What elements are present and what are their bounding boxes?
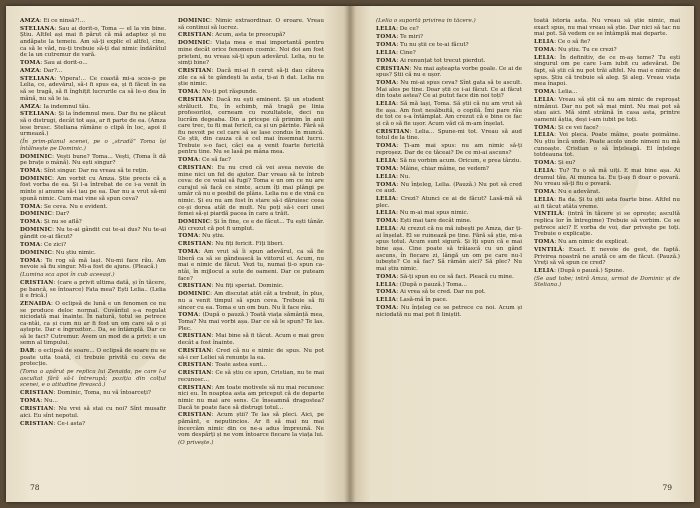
line-text: Nu știu. [202,233,225,240]
dialogue-line: STELIANA: Sau ai dorit-o, Toma — el la vin bine. Știu. Altfel ași mai fi părut că mă adaptez și nu andăpate la temeiu. Am să-ți explic el altfel, cine, ca să le văd, nu-ți trebuie să-ți dai nimic îndărătul de la un cutremur de vară. [20,25,166,59]
line-text: Nu vrei să stai cu noi? Sînt musafir aici. Eu sînt nepotul. [20,406,166,419]
dialogue-line: LELIA: Ba da. Și tu știi asta foarte bine. Altfel nu ai fi tăcut atâta vreme. [534,196,680,210]
speaker-name: AMZA [20,68,40,74]
line-text: Toate astea sunt... [215,362,268,369]
line-text: O eclipsă de lună e un fenomen ce nu se produce deloc normal. Cuvântul s-a regulat niciodată mai înainte. În natură, totul se petrece ca-ntâi, ca și cum nu ar fi fost un om care să o și aștepte. Dar e îngrozitor... Da, se întâmplă. Dar ce să le faci? Cutremur. Avem un mod de a privi: e un semn al timpului. [20,301,166,347]
dialogue-line: TOMA: Ce zici? [20,241,67,248]
dialogue-line: TOMA: Ai renunțat tot trecut pierdut. [376,57,486,64]
dialogue-line: CRISTIAN: Nu vrei să stai cu noi? Sînt musafir aici. Eu sînt nepotul. [20,406,166,419]
dialogue-line [534,276,680,289]
dialogue-line: CRISTIAN: Lelia... Spune-mi tot. Vreau să aud totul de la tine. [376,128,522,142]
speaker-name: LELIA [376,195,397,202]
line-text: Nu te-ai gândit cui te-ai dus? Nu te-ai gândit ce-ai făcut? [20,227,166,240]
dialogue-line: LELIA: În definitiv, de ce m-aș teme? Tu ești singurul om pe care l-am iubit cu adevărat. De fapt, să știi că nu pot trăi altfel. Nu mai e nimic de spus. Știu că trebuie să aleg. Și aleg. Vreau viața mea înapoi. [534,54,680,88]
dialogue-line: CRISTIAN: Dacă mi-ai fi cerut să-ți dau câteva zile ca să te gândești la asta, ți-ai fi dat. Lelia nu știe nimic. [178,68,324,88]
dialogue-line: DAR: o eclipsă de soare... O eclipsă de soare nu se poate uita toată, ci trebuie privită cu ceva de protecție. [20,348,166,368]
speaker-name: AMZA [20,18,40,24]
line-text: (care a privit ultima dată, și în tăcere, pe bancă, se întoarce) Fata mea? Ești Lelia.. (Lelia îi e frică.) [20,280,166,300]
dialogue-line [376,18,522,25]
dialogue-line: TOMA: Nu-ți pot răspunde. [178,89,258,96]
line-text: Vești bune? Toma... Vești, (Toma îi dă pe brațe o mână). Nu ești singur? [20,153,166,167]
speaker-name: TOMA [178,249,199,256]
dialogue-line: TOMA: Și eu? [534,160,576,167]
line-text: Sau ai dorit-o, Toma — el la vin bine. Știu. Altfel ași mai fi părut că mă adaptez și nu andăpate la temeiu. Am să-ți explic el altfel, cine, ca să le văd, nu-ți trebuie să-ți dai nimic îndărătul de la un cutremur de vară. [20,25,166,59]
speaker-name: TOMA [534,89,555,96]
dialogue-line: TOMA: Se ceva. Nu e evident. [20,203,108,210]
line-text: Nu știu nimic. [55,249,96,256]
line-text: Vreau să știi că nu am nimic de reproșat nimănui. Dar nu pot să mai mint. Nu mai pot să stau aici. Mă simt străină în casa asta, printre oamenii ăștia, deși i-am iubit pe toți. [534,96,680,123]
speaker-name: VINTILĂ [534,246,563,253]
right-page-column-2 [534,18,680,474]
dialogue-line: CRISTIAN: Ce să știu ce spun, Cristian, nu te mai recunosc... [178,370,324,383]
dialogue-line: TOMA: Te miri? [376,33,423,40]
line-text: Nu fiți speriat. Dominic. [215,283,284,290]
line-text: Eu nu cred că vei avea nevoie de mine nici un fel de ajutor. Dar vreau să te întreb ceva: de ce voiai să fugi? Toma e un om ce nu are curajul să facă ce simte, acum îți mai plângi pe umăr că nu e posibil de plâns. Lelia nu e de vină cu nimic. Și eu nu am fost în stare să-i dăruiesc ceea ce-și dorea atât de mult. Nu poți să-i ceri unei femei să-și piardă pacea în care a trăit. [178,165,324,218]
speaker-name: CRISTIAN [20,390,54,397]
dialogue-line: TOMA: Ești mai tare decât mine. [376,218,472,225]
line-text: Nu știu. Tu ce crezi? [558,46,617,53]
dialogue-line: LELIA: Lasă-mă în pace. [376,297,448,304]
speaker-name: TOMA [20,398,41,405]
line-text: (În prim-planul scenei, pe o „stradă” Toma își întâlnește pe Dominic.) [20,139,166,152]
dialogue-line: TOMA: Sau ai dorit-o... [20,60,88,67]
speaker-name: LELIA [534,196,555,203]
speaker-name: STELIANA [20,25,55,32]
dialogue-line: AMZA: Ei ce ninsă?!... [20,18,86,24]
speaker-name: TOMA [534,46,555,53]
speaker-name: CRISTIAN [178,384,212,391]
line-text: Ce o să fie? [557,39,591,46]
line-text: Ai vrea să te cred. Dar nu pot. [400,289,486,296]
line-text: Ei ce ninsă?!... [43,18,86,24]
speaker-name: TOMA [376,57,397,64]
line-text: Se ceva. Nu e evident. [44,203,108,210]
page-number-right: 79 [662,483,672,492]
dialogue-line: DOMINIC: Și în fine, ce e de făcut... Tu ești tânăr. Ați crezut că pot fi umplut. [178,218,324,232]
speaker-name: CRISTIAN [20,420,54,427]
line-text: o eclipsă de soare... O eclipsă de soare nu se poate uita toată, ci trebuie privită cu ceva de protecție. [20,348,166,368]
dialogue-line: CRISTIAN: Am toate motivele să nu mai recunosc nici eu. În noaptea asta am priceput că de departe nimic nu mai are sens. Ce înseamnă dragostea? Dacă te poate face să distrugi totul... [178,384,324,411]
dialogue-line [20,272,166,279]
speaker-name: CRISTIAN [20,280,54,287]
dialogue-line: CRISTIAN: Cred că nu e nimic de spus. Nu pot să-i cer Leliei să renunțe la ea. [178,347,324,361]
dialogue-line: CRISTIAN: Ce-i asta? [20,420,86,427]
dialogue-line: TOMA: Nu înțeleg, Lelia. (Pauză.) Nu pot să cred ce aud. [376,181,522,195]
speaker-name: TOMA [376,273,397,280]
dialogue-line: DOMINIC: Dar? [20,211,70,218]
dialogue-line: TOMA: Și nu se află? [20,219,82,226]
speaker-name: TOMA [376,305,397,312]
dialogue-line: STELIANA: Vipera!... Ce coastă mi-a scos-o pe Lelia, ce, adevărul, să-i fi spus ea, și fi făcut în ea să se tragă, să fi înghițit lucrurile ca să le-o dea în mână, nu să le ia. [20,75,166,102]
line-text: Nu e adevărat. [558,189,601,196]
speaker-name: CRISTIAN [178,96,212,103]
dialogue-line: CRISTIAN: Nu fiți speriat. Dominic. [178,283,284,290]
line-text: Ai crezut că nu mă iubești pe Amza, dar ți-ai înșelat. El se ruinează pe tine. Fără să știe, mi-a spus totul. Acum sunt sigură. Și îți spun că e mai bine așa. Cine poate să trăiască cu un gând ascuns, în fiecare zi, lângă un om pe care nu-l iubește? Ce să fac? Să rămân aici? Să plec? Nu mai știu nimic. [376,226,522,272]
speaker-name: DOMINIC [20,211,53,218]
dialogue-line: TOMA: Să-ți spun eu ce să faci. Pleacă cu mine. [376,273,514,280]
dialogue-line: ZENAIDA: O eclipsă de lună e un fenomen ce nu se produce deloc normal. Cuvântul s-a regulat niciodată mai înainte. În natură, totul se petrece ca-ntâi, ca și cum nu ar fi fost un om care să o și aștepte. Dar e îngrozitor... Da, se întâmplă. Dar ce să le faci? Cutremur. Avem un mod de a privi: e un semn al timpului. [20,301,166,347]
dialogue-line: CRISTIAN: Acum știi? Te las să pleci. Aici, pe pământ, e neputincios. Ar fi să mai nu mai încercăm nimic din ce ne-a adus împreună. Ne vom despărți și ne vom întoarce fiecare la viața lui. [178,412,324,439]
dialogue-line: TOMA: Nu știu. Tu ce crezi? [534,46,617,53]
dialogue-line: DOMINIC: Am vorbit cu Amza. Știe precis că a fost vorba de ea. Și l-a întrebat de ce i-a venit în minte și anume să-i iau pe ea. Dar nu a vrut să-mi spună nimic. Cum mai vine să spun ceva? [20,175,166,202]
line-text: Nu... [44,398,58,405]
speaker-name: STELIANA [20,111,55,118]
dialogue-line: CRISTIAN: Nu mai așteapta vorbe goale. Ce ai de spus? Știi că nu e ușor. [376,65,522,79]
dialogue-line: TOMA: Ce să fac? [178,157,231,164]
line-text: Te rog să mă lași. Nu-mi face rău. Am nevoie să fiu singur. Mi-a fost de ajuns. (Pleacă.) [20,257,166,271]
dialogue-line: DOMINIC: Viața mea e mai importantă pentru mine decât orice fenomen cosmic. Noi doi am fost prieteni, nu vreau să-ți spun adevărul. Lelia, nu te simți bine? [178,40,324,67]
dialogue-line: LELIA: Cine? [376,49,416,56]
speaker-name: TOMA [534,160,555,167]
left-page [6,6,350,502]
dialogue-line: LELIA: Ai crezut că nu mă iubești pe Amza, dar ți-ai înșelat. El se ruinează pe tine. Fără să știe, mi-a spus totul. Acum sunt sigură. Și îți spun că e mai bine așa. Cine poate să trăiască cu un gând ascuns, în fiecare zi, lângă un om pe care nu-l iubește? Ce să fac? Să rămân aici? Să plec? Nu mai știu nimic. [376,226,522,272]
speaker-name: DOMINIC [20,153,53,160]
line-text: Ai renunțat tot trecut pierdut. [400,57,486,64]
dialogue-line: TOMA: Și ce vei face? [534,124,599,131]
speaker-name: LELIA [376,49,397,56]
speaker-name: CRISTIAN [178,32,212,39]
dialogue-line: TOMA: Mâine, chiar mâine, ne vedem? [376,165,489,172]
line-text: Voi pleca. Poate mâine, poate poimâine. Nu știu încă unde. Poate acolo unde nimeni nu mă cunoaște. Cristian o să înțeleagă. El înțelege totdeauna tot. [534,132,680,159]
dialogue-line: TOMA: Nu... [20,398,58,405]
speaker-name: DOMINIC [20,175,53,182]
speaker-name: TOMA [376,165,397,172]
line-text: Am toate motivele să nu mai recunosc nici eu. În noaptea asta am priceput că de departe nimic nu mai are sens. Ce înseamnă dragostea? Dacă te poate face să distrugi totul... [178,384,324,411]
speaker-name: CRISTIAN [178,333,212,340]
line-text: Nu mi-ai spus ceva? Sînt gata să te ascult. Mai ales pe tine. Doar știi ce i-ai făcut. Ce ai făcut din toate astea? Ce ai putut face din noi toți? [376,80,522,100]
dialogue-line: DOMINIC: Nu te-ai gândit cui te-ai dus? Nu te-ai gândit ce-ai făcut? [20,227,166,240]
line-text: Nu mai așteapta vorbe goale. Ce ai de spus? Știi că nu e ușor. [376,65,522,79]
dialogue-line: LELIA: Vreau să știi că nu am nimic de reproșat nimănui. Dar nu pot să mai mint. Nu mai pot să stau aici. Mă simt străină în casa asta, printre oamenii ăștia, deși i-am iubit pe toți. [534,96,680,123]
speaker-name: LELIA [376,226,397,233]
line-text: (O privește.) [178,440,214,447]
dialogue-line: LELIA: Nu m-ai mai spus nimic. [376,210,469,217]
speaker-name: CRISTIAN [178,165,212,172]
dialogue-line: CRISTIAN: (care a privit ultima dată, și în tăcere, pe bancă, se întoarce) Fata mea? Ești Lelia.. (Lelia îi e frică.) [20,280,166,300]
line-text: Tu nu știi ce te-ai făcut? [400,41,469,48]
speaker-name: CRISTIAN [20,406,54,413]
line-text: toată istoria asta. Nu vreau să știe nimic, mai exact spus, nu mai vreau să știe. Dar nici să tac nu mai pot. Să vedem ce se întâmplă mai departe. [534,18,680,38]
dialogue-line: LELIA: De ce? [376,25,419,32]
speaker-name: LELIA [376,281,397,288]
speaker-name: CRISTIAN [178,241,212,248]
speaker-name: CRISTIAN [376,128,410,135]
line-text: Acum știi? Te las să pleci. Aici, pe pământ, e neputincios. Ar fi să mai nu mai încercăm nimic din ce ne-a adus împreună. Ne vom despărți și ne vom întoarce fiecare la viața lui. [178,412,324,439]
line-text: Mâine, chiar mâine, ne vedem? [400,165,489,172]
speaker-name: CRISTIAN [178,412,212,419]
line-text: Să mă lași, Toma. Să știi că nu am vrut să fie așa. Am fost nesăbuită, o copilă. Îmi pare rău de tot ce s-a întâmplat. Am crezut că e bine ce fac și că o să fie ușor. Acum văd că m-am înșelat. [376,101,522,127]
line-text: Viața mea e mai importantă pentru mine decât orice fenomen cosmic. Noi doi am fost prieteni, nu vreau să-ți spun adevărul. Lelia, nu te simți bine? [178,40,324,67]
line-text: Tu? Tu o să mă uiți. E mai bine așa. Ai drumul tău. Ai munca ta. Eu ți-aș fi doar o povară. Nu vreau să-ți fiu o povară. [534,168,680,188]
speaker-name: VINTILĂ [534,211,563,218]
dialogue-line: CRISTIAN: Dominic, Toma, nu vă întoarceți? [20,390,151,397]
line-text: (După o pauză.) Spune. [557,268,625,274]
speaker-name: TOMA [376,181,397,188]
dialogue-line: CRISTIAN: Eu nu cred că vei avea nevoie de mine nici un fel de ajutor. Dar vreau să te întreb ceva: de ce voiai să fugi? Toma e un om ce nu are curajul să facă ce simte, acum îți mai plângi pe umăr că nu e posibil de plâns. Lelia nu e de vină cu nimic. Și eu nu am fost în stare să-i dăruiesc ceea ce-și dorea atât de mult. Nu poți să-i ceri unei femei să-și piardă pacea în care a trăit. [178,165,324,218]
speaker-name: LELIA [534,168,555,174]
speaker-name: LELIA [376,210,397,217]
dialogue-line: CRISTIAN: Mai bine să fi tăcut. Acum e mai greu decât a fost înainte. [178,333,324,347]
line-text: Sînt singur. Dar nu vreau să te rețin. [44,168,149,174]
line-text: Te miri? [400,33,423,40]
speaker-name: TOMA [534,124,555,131]
dialogue-line: TOMA: Nu mi-ai spus ceva? Sînt gata să te ascult. Mai ales pe tine. Doar știi ce i-ai făcut. Ce ai făcut din toate astea? Ce ai putut face din noi toți? [376,80,522,100]
dialogue-line: LELIA: (După o pauză.) Toma... [376,281,468,288]
speaker-name: TOMA [376,80,397,87]
line-text: Crezi? Atunci ce ai de făcut? Lasă-mă să plec. [376,195,522,209]
dialogue-line: LELIA: (După o pauză.) Spune. [534,268,625,274]
page-number-left: 78 [30,483,40,492]
line-text: Mai bine să fi tăcut. Acum e mai greu decât a fost înainte. [178,333,324,347]
dialogue-line: LELIA: Să nu vorbim acum. Oricum, e prea târziu. [376,157,522,164]
line-text: Ești mai tare decât mine. [400,218,472,225]
dialogue-line: TOMA: Nu știu. [178,233,225,240]
speaker-name: DAR [20,348,35,355]
line-text: Dar?... [43,68,63,74]
speaker-name: TOMA [534,189,555,196]
line-text: Și nu se află? [44,219,82,226]
speaker-name: LELIA [534,39,555,46]
line-text: Nu înțeleg, Lelia. (Pauză.) Nu pot să cred ce aud. [376,181,522,195]
dialogue-line: LELIA: Ce o să fie? [534,39,591,46]
line-text: Ce să știu ce spun, Cristian, nu te mai recunosc... [178,370,324,383]
speaker-name: LELIA [534,54,555,61]
speaker-name: TOMA [20,241,41,248]
line-text: Acum, asta te preocupă? [215,32,286,39]
speaker-name: DOMINIC [178,18,211,24]
dialogue-line [178,440,324,447]
speaker-name: TOMA [376,218,397,225]
dialogue-line: TOMA: Nu am nimic de explicat. [534,239,629,246]
line-text: Am vrut să îi spun adevărul, ca să fie liberă ca să se gândească la viitorul ei. Acum, nu mai e nimic de făcut. Vezi tu, numai ți-o spun ca-ntâi, în mijlocul a sute de oameni. Dar ce puteam face? [178,249,324,282]
dialogue-line: CRISTIAN: Toate astea sunt... [178,362,268,369]
speaker-name: CRISTIAN [178,347,212,354]
speaker-name: TOMA [20,257,41,264]
line-text: Am vorbit cu Amza. Știe precis că a fost vorba de ea. Și l-a întrebat de ce i-a venit în minte și anume să-i iau pe ea. Dar nu a vrut să-mi spună nimic. Cum mai vine să spun ceva? [20,175,166,202]
speaker-name: ZENAIDA [20,301,52,308]
speaker-name: LELIA [376,173,397,180]
line-text: În definitiv, de ce m-aș teme? Tu ești singurul om pe care l-am iubit cu adevărat. De fapt, să știi că nu pot trăi altfel. Nu mai e nimic de spus. Știu că trebuie să aleg. Și aleg. Vreau viața mea înapoi. [534,54,680,88]
speaker-name: LELIA [534,268,555,274]
speaker-name: TOMA [20,219,41,226]
speaker-name: TOMA [178,157,199,164]
dialogue-line: VINTILĂ: (intră în tăcere și se oprește; ascultă replica lor în întregime) Trebuie să vorbim. Ce se petrece aici? E vorba de voi, dar privește pe toți. Trebuie o explicație. [534,211,680,238]
speaker-name: CRISTIAN [178,370,212,377]
line-text: Și la îndemnul meu. Dar fiu ne plăcut să o distrugi, decât tot așa, ar fi parte de ea. (Amza iese brusc. Steliana rămâne o clipă în loc, apoi il urmează.) [20,111,166,138]
line-text: Nu-ți pot răspunde. [202,89,258,96]
dialogue-line: TOMA: (După o pauză.) Toată viața sămânță mea, Toma? Nu mai vorbi așa. Dar ce să le spun? Te las. Plec. [178,312,324,332]
line-text: Sau ai dorit-o... [44,60,88,67]
dialogue-line: TOMA: Nu înțeleg ce se petrece cu noi. Acum și niciodată nu mai pot fi liniștit. [376,305,522,318]
line-text: Și în fine, ce e de făcut... Tu ești tânăr. Ați crezut că pot fi umplut. [178,218,324,232]
speaker-name: DOMINIC [20,249,53,256]
book-gutter [344,6,356,502]
line-text: (intră în tăcere și se oprește; ascultă replica lor în întregime) Trebuie să vorbim. Ce se petrece aici? E vorba de voi, dar privește pe toți. Trebuie o explicație. [534,211,680,238]
speaker-name: TOMA [376,143,397,150]
line-text: Cine? [399,49,416,56]
dialogue-line [534,18,680,38]
dialogue-line: TOMA: Te rog să mă lași. Nu-mi face rău. Am nevoie să fiu singur. Mi-a fost de ajuns. (Pleacă.) [20,257,166,271]
right-page-column-1 [376,18,522,474]
speaker-name: LELIA [376,157,397,164]
speaker-name: TOMA [178,89,199,96]
line-text: Dar? [55,211,70,218]
line-text: Am discutat atât cât a trebuit, în plus, nu a venit timpul să spun ceva. Trebuie să fii sincer cu ea. Toma e un om bun. Nu îi face rău. [178,291,324,311]
speaker-name: DOMINIC [20,227,53,234]
speaker-name: TOMA [178,233,199,240]
line-text: Nu am nimic de explicat. [558,239,629,246]
line-text: De ce? [399,25,419,32]
line-text: Exact. E nevoie de gest, de faptă. Privirea noastră ne arată ce am de făcut. (Pauză.) Vreți să vă spun ce cred? [534,246,680,267]
line-text: Lasă-mă în pace. [399,297,448,304]
dialogue-line: CRISTIAN: Nu fiți fericit. Fiți liberi. [178,241,284,248]
dialogue-line: TOMA: Ai vrea să te cred. Dar nu pot. [376,289,486,296]
right-page [350,6,694,502]
line-text: Ce zici? [44,241,67,248]
line-text: Lelia... [558,89,578,96]
dialogue-line: LELIA: Voi pleca. Poate mâine, poate poimâine. Nu știu încă unde. Poate acolo unde nimeni nu mă cunoaște. Cristian o să înțeleagă. El înțelege totdeauna tot. [534,132,680,159]
speaker-name: LELIA [376,25,397,32]
dialogue-line: TOMA: Tu nu știi ce te-ai făcut? [376,41,469,48]
line-text: Ce-i asta? [57,420,86,427]
left-page-column-2 [178,18,324,474]
line-text: (Toma a apărut pe replica lui Zenaida, pe care l-a ascultat fără să-l întrerupă; poziția din colțul scenei, e o atitudine firească.) [20,369,166,389]
speaker-name: TOMA [376,289,397,296]
line-text: Ba da. Și tu știi asta foarte bine. Altfel nu ai fi tăcut atâta vreme. [534,196,680,210]
dialogue-line: DOMINIC: Nu știu nimic. [20,249,96,256]
line-text: Cred că nu e nimic de spus. Nu pot să-i cer Leliei să renunțe la ea. [178,347,324,361]
dialogue-line: CRISTIAN: Acum, asta te preocupă? [178,32,286,39]
line-text: Dacă mi-ai fi cerut să-ți dau câteva zile ca să te gândești la asta, ți-ai fi dat. Lelia nu știe nimic. [178,68,324,88]
speaker-name: TOMA [376,33,397,40]
speaker-name: LELIA [376,101,397,108]
speaker-name: STELIANA [20,75,55,82]
line-text: (După o pauză.) Toată viața sămânță mea, Toma? Nu mai vorbi așa. Dar ce să le spun? Te las. Plec. [178,312,324,332]
speaker-name: TOMA [376,41,397,48]
line-text: Și eu? [558,160,576,167]
line-text: (Lumina sca apoi în cub aceeași.) [20,272,115,279]
dialogue-line: TOMA: Ți-am mai spus: nu am nimic să-ți reproșez. Dar de ce tăceai? De ce mi-ai ascuns? [376,143,522,156]
line-text: (După o pauză.) Toma... [399,281,468,288]
book-spread [6,6,694,502]
dialogue-line: DOMINIC: Nimic extraordinar. O eroare. Vreau să continui să lucrez. [178,18,324,31]
left-page-column-1 [20,18,166,474]
dialogue-line: DOMINIC: Am discutat atât cât a trebuit, în plus, nu a venit timpul să spun ceva. Trebuie să fii sincer cu ea. Toma e un om bun. Nu îi face rău. [178,291,324,311]
speaker-name: AMZA [20,103,40,110]
dialogue-line: TOMA: Nu e adevărat. [534,189,601,196]
line-text: Ia indemnul tău. [43,103,91,110]
dialogue-line [20,139,166,152]
line-text: Nu. [399,173,411,180]
dialogue-line: LELIA: Nu. [376,173,411,180]
dialogue-line [20,369,166,389]
dialogue-line: TOMA: Lelia... [534,89,578,96]
dialogue-line: DOMINIC: Vești bune? Toma... Vești, (Toma îi dă pe brațe o mână). Nu ești singur? [20,153,166,167]
line-text: Dacă nu ești eminent. Și un student strălucit. Eu, în schimb, mă tragă pe linia profesoriloi, cerneam cu rezultatele, deci nu lucrăm degeaba. Din a pricepe că primim în anii care trec, tu fii mai fericit, ca și un părinte. Fără să fiu nevoit pe cel care să se lase condus în muncă. Ce știi, din cauza că e cel mai însemnat lucru. Trebuie s-o faci, căci ea a venit foarte fericită pentru tine. Nu se lasă pe mâna mea. [178,96,324,156]
line-text: Vipera!... Ce coastă mi-a scos-o pe Lelia, ce, adevărul, să-i fi spus ea, și fi făcut în ea să se tragă, să fi înghițit lucrurile ca să le-o dea în mână, nu să le ia. [20,75,166,102]
dialogue-line: CRISTIAN: Dacă nu ești eminent. Și un student strălucit. Eu, în schimb, mă tragă pe linia profesoriloi, cerneam cu rezultatele, deci nu lucrăm degeaba. Din a pricepe că primim în anii care trec, tu fii mai fericit, ca și un părinte. Fără să fiu nevoit pe cel care să se lase condus în muncă. Ce știi, din cauza că e cel mai însemnat lucru. Trebuie s-o faci, căci ea a venit foarte fericită pentru tine. Nu se lasă pe mâna mea. [178,96,324,156]
dialogue-line: AMZA: Dar?... [20,68,63,74]
dialogue-line: VINTILĂ: Exact. E nevoie de gest, de faptă. Privirea noastră ne arată ce am de făcut. (Pauză.) Vreți să vă spun ce cred? [534,246,680,267]
speaker-name: TOMA [178,312,199,319]
line-text: Să nu vorbim acum. Oricum, e prea târziu. [399,157,522,164]
dialogue-line: STELIANA: Și la îndemnul meu. Dar fiu ne plăcut să o distrugi, decât tot așa, ar fi parte de ea. (Amza iese brusc. Steliana rămâne o clipă în loc, apoi il urmează.) [20,111,166,138]
dialogue-line: TOMA: Am vrut să îi spun adevărul, ca să fie liberă ca să se gândească la viitorul ei. Acum, nu mai e nimic de făcut. Vezi tu, numai ți-o spun ca-ntâi, în mijlocul a sute de oameni. Dar ce puteam face? [178,249,324,282]
speaker-name: DOMINIC [178,291,211,298]
line-text: Ce să fac? [202,157,231,164]
line-text: Nu fiți fericit. Fiți liberi. [215,241,284,248]
speaker-name: TOMA [20,60,41,67]
line-text: Nu m-ai mai spus nimic. [399,210,469,217]
dialogue-line: LELIA: Tu? Tu o să mă uiți. E mai bine așa. Ai drumul tău. Ai munca ta. Eu ți-aș fi doar o povară. Nu vreau să-ți fiu o povară. [534,168,680,188]
speaker-name: CRISTIAN [178,283,212,290]
speaker-name: LELIA [376,297,397,304]
line-text: Dominic, Toma, nu vă întoarceți? [57,390,151,397]
speaker-name: TOMA [20,168,41,174]
speaker-name: DOMINIC [178,218,211,225]
line-text: (Se aud tobe; intră Amza, urmat de Dominic și de Steliana.) [534,275,680,289]
line-text: Nu înțeleg ce se petrece cu noi. Acum și niciodată nu mai pot fi liniștit. [376,305,522,318]
speaker-name: LELIA [534,96,555,103]
speaker-name: CRISTIAN [376,65,410,72]
line-text: Nimic extraordinar. O eroare. Vreau să continui să lucrez. [178,18,324,31]
dialogue-line: LELIA: Să mă lași, Toma. Să știi că nu am vrut să fie așa. Am fost nesăbuită, o copilă. Îmi pare rău de tot ce s-a întâmplat. Am crezut că e bine ce fac și că o să fie ușor. Acum văd că m-am înșelat. [376,101,522,127]
speaker-name: CRISTIAN [178,362,212,369]
line-text: Și ce vei face? [558,124,599,131]
speaker-name: TOMA [534,239,555,246]
dialogue-line: AMZA: Ia indemnul tău. [20,103,91,110]
speaker-name: DOMINIC [178,40,211,47]
speaker-name: LELIA [534,132,555,139]
dialogue-line: LELIA: Crezi? Atunci ce ai de făcut? Lasă-mă să plec. [376,195,522,209]
line-text: Ți-am mai spus: nu am nimic să-ți reproșez. Dar de ce tăceai? De ce mi-ai ascuns? [376,143,522,156]
speaker-name: CRISTIAN [178,68,212,74]
line-text: (Lelia o suportă privirea în tăcere.) [376,18,476,24]
dialogue-line: TOMA: Sînt singur. Dar nu vreau să te rețin. [20,168,149,174]
line-text: Să-ți spun eu ce să faci. Pleacă cu mine. [400,273,514,280]
line-text: Lelia... Spune-mi tot. Vreau să aud totul de la tine. [376,128,522,142]
speaker-name: TOMA [20,203,41,210]
